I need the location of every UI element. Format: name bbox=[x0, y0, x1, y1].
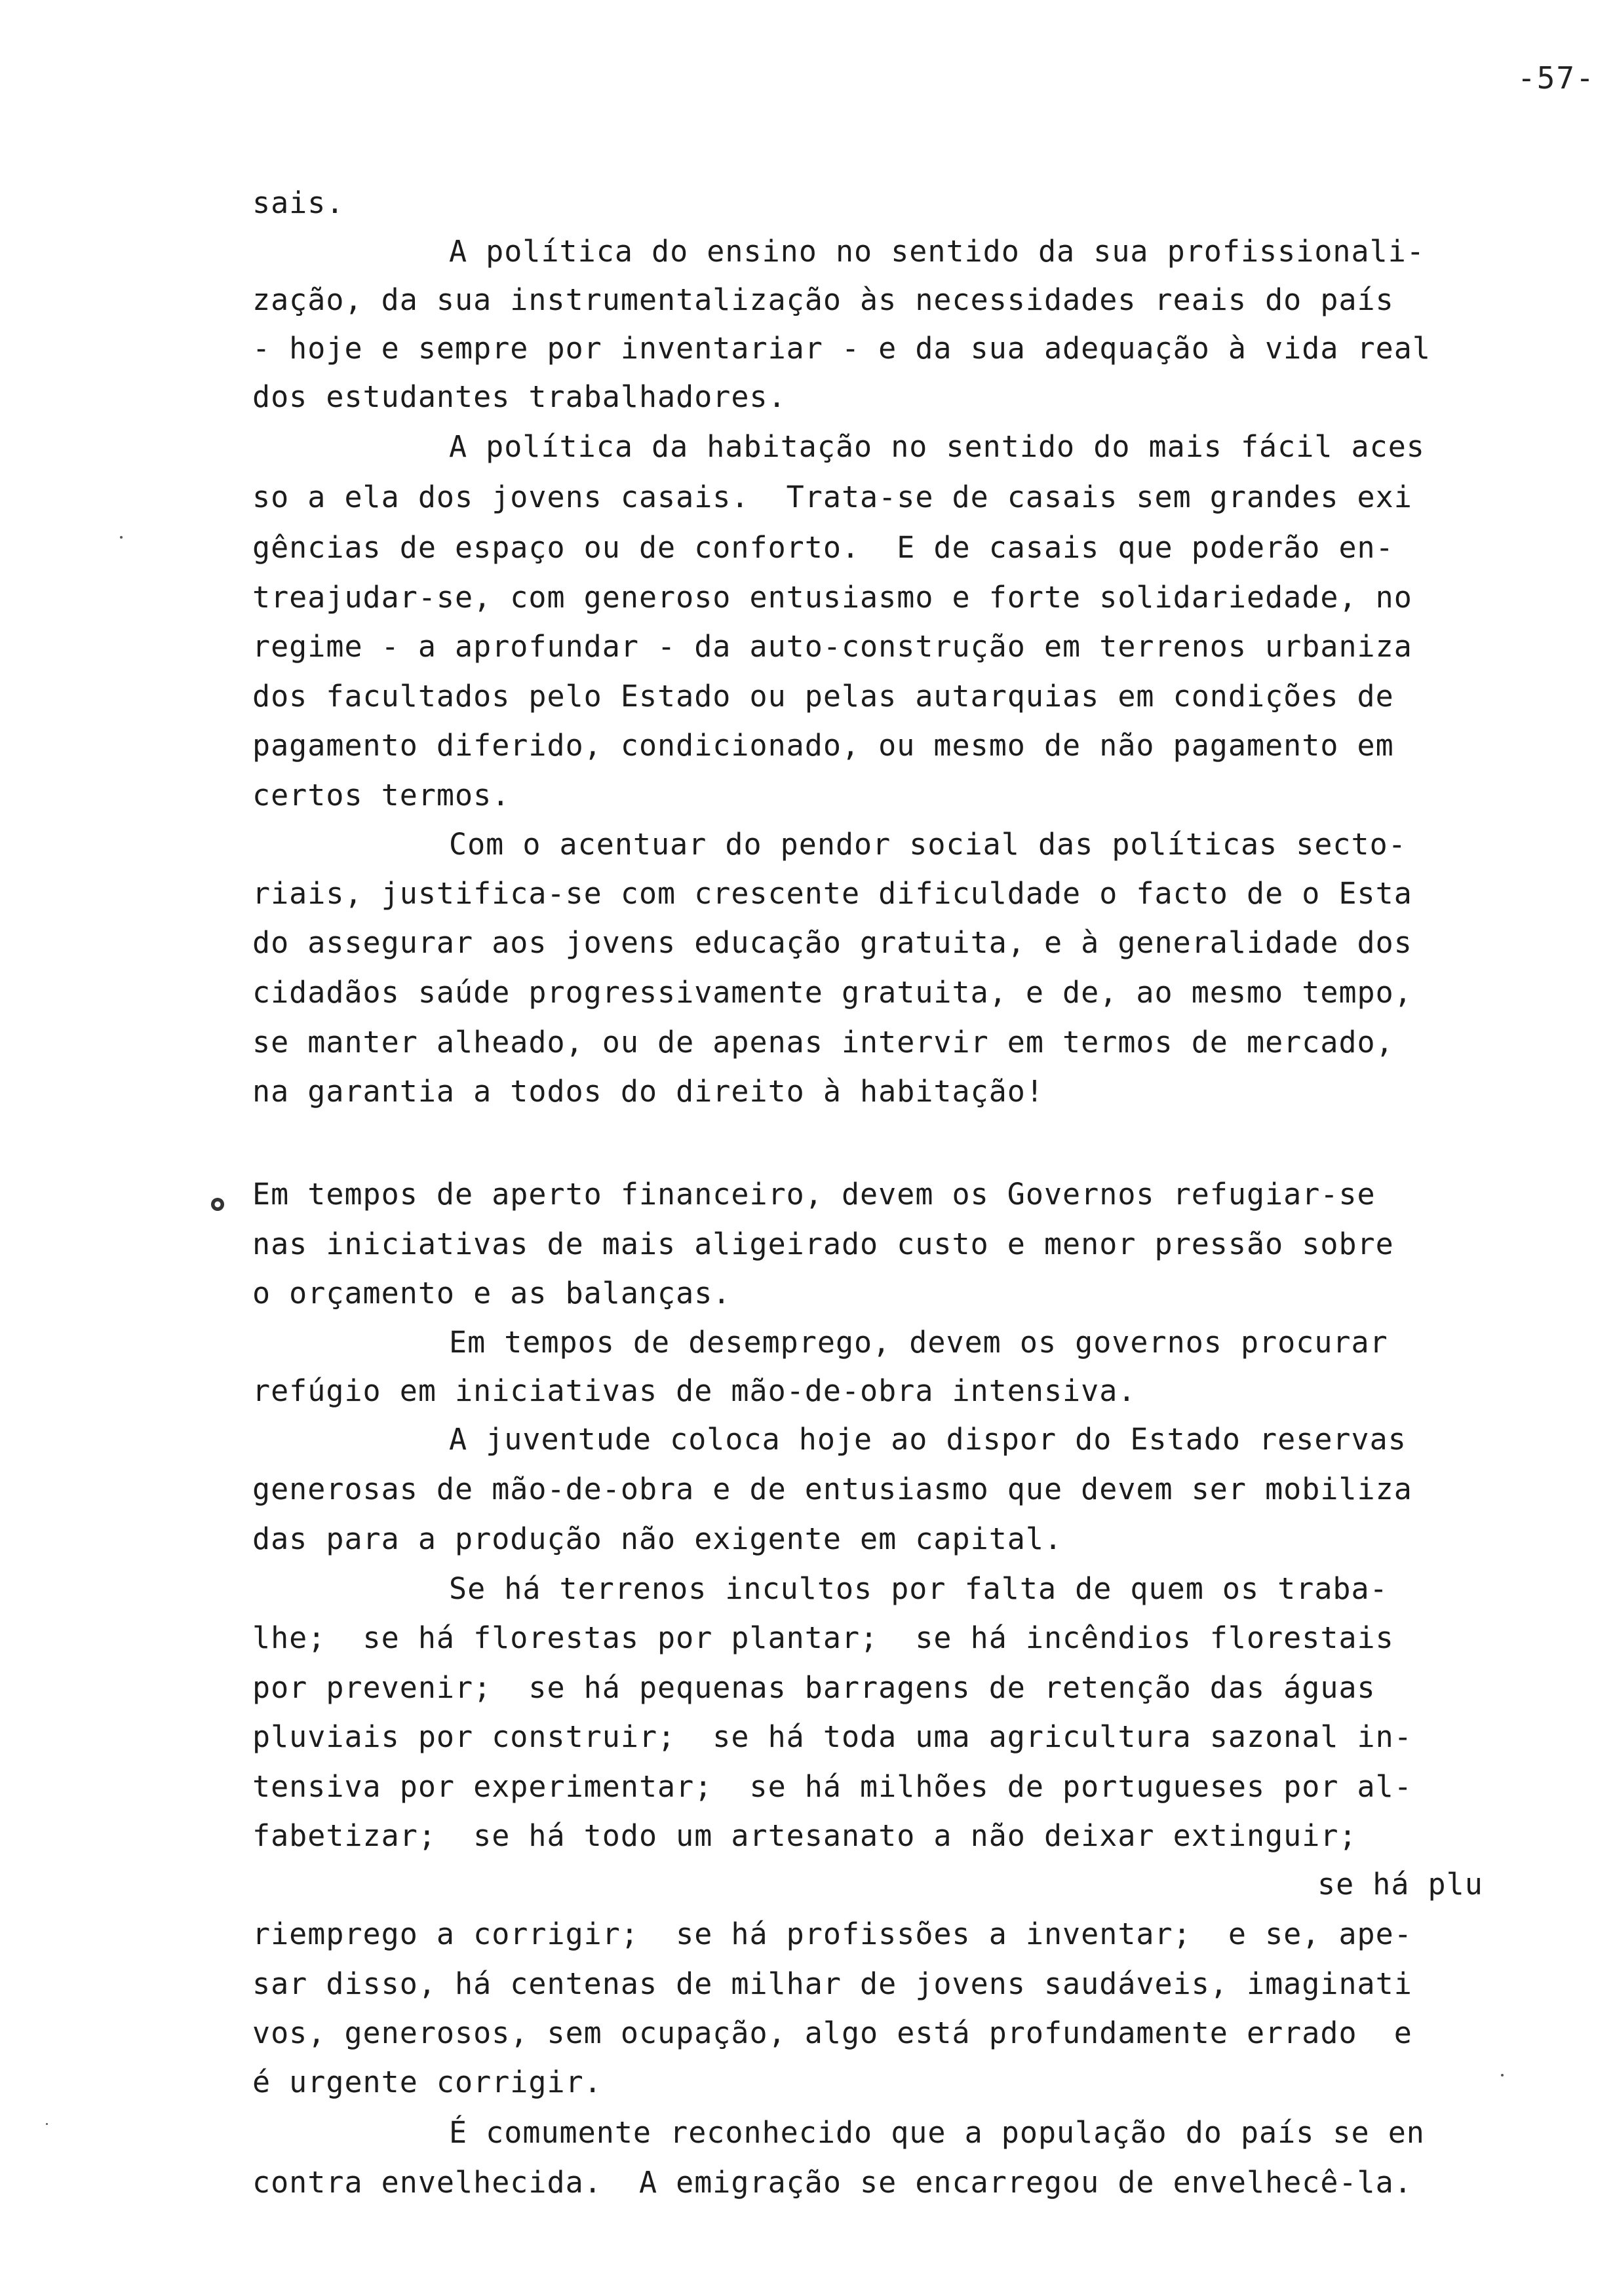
text-line: generosas de mão-de-obra e de entusiasmo que devem ser mobiliza bbox=[252, 1472, 1412, 1506]
text-line: pagamento diferido, condicionado, ou mesmo de não pagamento em bbox=[252, 728, 1394, 763]
text-line: É comumente reconhecido que a população do país se en bbox=[449, 2115, 1425, 2150]
text-line: zação, da sua instrumentalização às necessidades reais do país bbox=[252, 282, 1394, 317]
text-line: das para a produção não exigente em capital. bbox=[252, 1521, 1063, 1556]
text-line: vos, generosos, sem ocupação, algo está profundamente errado e bbox=[252, 2016, 1412, 2050]
text-line: regime - a aprofundar - da auto-construção em terrenos urbaniza bbox=[252, 629, 1412, 664]
text-line: o orçamento e as balanças. bbox=[252, 1276, 731, 1311]
text-line: se há plu bbox=[1317, 1867, 1483, 1902]
text-line: do assegurar aos jovens educação gratuita, e à generalidade dos bbox=[252, 925, 1412, 960]
text-line: certos termos. bbox=[252, 778, 511, 813]
page-number: -57- bbox=[1517, 60, 1595, 96]
text-line: sais. bbox=[252, 185, 345, 220]
text-line: A política da habitação no sentido do mais fácil aces bbox=[449, 429, 1425, 464]
text-line: riais, justifica-se com crescente dificuldade o facto de o Esta bbox=[252, 876, 1412, 911]
scan-speck bbox=[1501, 2074, 1504, 2076]
text-line: gências de espaço ou de conforto. E de casais que poderão en- bbox=[252, 530, 1394, 565]
text-line: riemprego a corrigir; se há profissões a inventar; e se, ape- bbox=[252, 1917, 1412, 1951]
text-line: por prevenir; se há pequenas barragens de retenção das águas bbox=[252, 1670, 1376, 1705]
text-line: treajudar-se, com generoso entusiasmo e forte solidariedade, no bbox=[252, 580, 1412, 615]
text-line: lhe; se há florestas por plantar; se há incêndios florestais bbox=[252, 1620, 1394, 1655]
text-line: na garantia a todos do direito à habitação! bbox=[252, 1074, 1044, 1109]
text-line: tensiva por experimentar; se há milhões de portugueses por al- bbox=[252, 1769, 1412, 1804]
text-line: Se há terrenos incultos por falta de quem os traba- bbox=[449, 1571, 1388, 1606]
scan-speck bbox=[120, 536, 123, 539]
text-line: nas iniciativas de mais aligeirado custo e menor pressão sobre bbox=[252, 1227, 1394, 1261]
scan-speck bbox=[46, 2123, 48, 2125]
text-line: Com o acentuar do pendor social das políticas secto- bbox=[449, 827, 1407, 862]
text-line: - hoje e sempre por inventariar - e da sua adequação à vida real bbox=[252, 331, 1431, 366]
text-line: A política do ensino no sentido da sua profissionali- bbox=[449, 234, 1425, 269]
bullet-icon bbox=[211, 1198, 224, 1211]
text-line: dos estudantes trabalhadores. bbox=[252, 379, 787, 414]
text-line: pluviais por construir; se há toda uma agricultura sazonal in- bbox=[252, 1719, 1412, 1754]
text-line: A juventude coloca hoje ao dispor do Estado reservas bbox=[449, 1422, 1407, 1457]
text-line: fabetizar; se há todo um artesanato a não deixar extinguir; bbox=[252, 1818, 1357, 1853]
text-line: contra envelhecida. A emigração se encarregou de envelhecê-la. bbox=[252, 2165, 1412, 2200]
text-line: cidadãos saúde progressivamente gratuita, e de, ao mesmo tempo, bbox=[252, 975, 1412, 1010]
text-line: so a ela dos jovens casais. Trata-se de casais sem grandes exi bbox=[252, 480, 1412, 514]
text-line: refúgio em iniciativas de mão-de-obra intensiva. bbox=[252, 1373, 1137, 1408]
text-line: dos facultados pelo Estado ou pelas autarquias em condições de bbox=[252, 679, 1394, 714]
text-line: é urgente corrigir. bbox=[252, 2065, 602, 2099]
text-line: Em tempos de aperto financeiro, devem os Governos refugiar-se bbox=[252, 1177, 1376, 1212]
text-line: se manter alheado, ou de apenas intervir em termos de mercado, bbox=[252, 1025, 1394, 1060]
text-line: sar disso, há centenas de milhar de jovens saudáveis, imaginati bbox=[252, 1966, 1412, 2001]
text-line: Em tempos de desemprego, devem os governos procurar bbox=[449, 1325, 1388, 1360]
